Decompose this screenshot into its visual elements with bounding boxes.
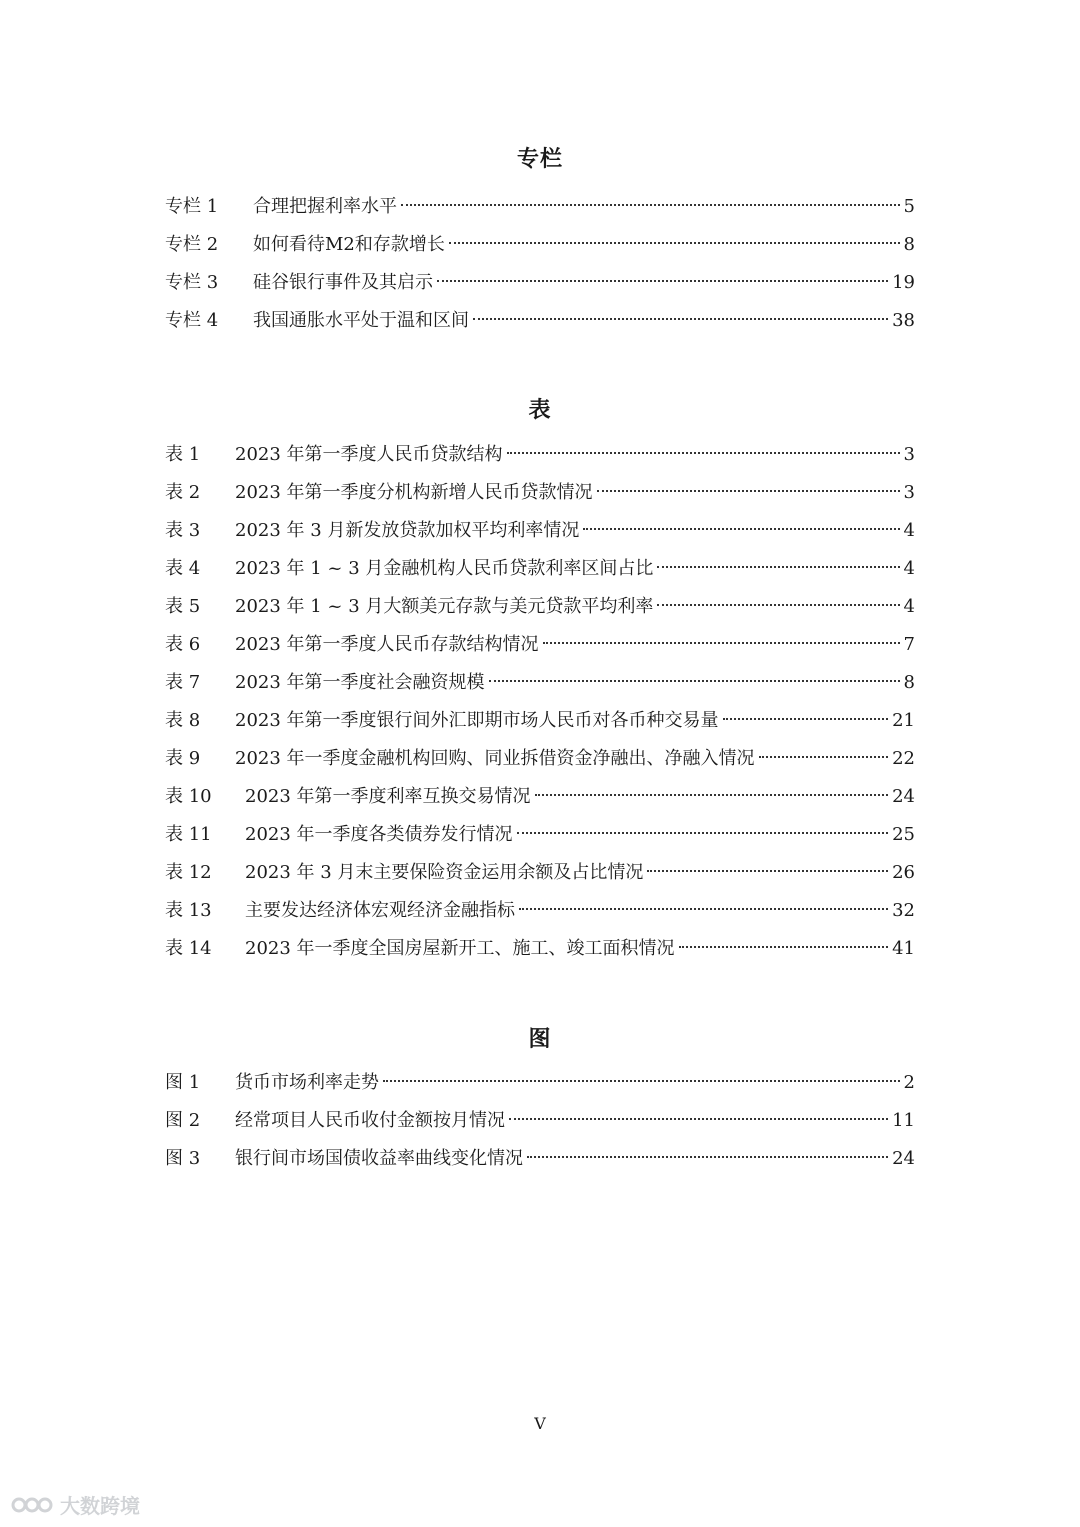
toc-title: 2023 年一季度金融机构回购、同业拆借资金净融出、净融入情况 [235,748,755,769]
toc-page-number: 21 [892,710,915,731]
toc-leader-dots [517,832,889,834]
toc-leader-dots [647,870,888,872]
toc-leader-dots [679,946,889,948]
watermark [10,1490,140,1519]
toc-title: 2023 年第一季度分机构新增人民币贷款情况 [235,482,593,503]
toc-label: 表 13 [165,900,212,921]
toc-title: 2023 年第一季度人民币存款结构情况 [235,634,539,655]
toc-page-number: 5 [903,196,915,217]
toc-entry-table-8[interactable] [165,706,915,736]
toc-leader-dots [543,642,900,644]
toc-title: 2023 年第一季度利率互换交易情况 [245,786,531,807]
toc-label: 表 7 [165,672,201,693]
toc-label: 表 1 [165,444,201,465]
toc-entry-table-7[interactable] [165,668,915,698]
toc-page-number: 24 [892,1148,915,1169]
toc-entry-table-10[interactable] [165,782,915,812]
toc-title: 2023 年一季度全国房屋新开工、施工、竣工面积情况 [245,938,675,959]
toc-leader-dots [535,794,889,796]
toc-entry-table-4[interactable] [165,554,915,584]
toc-title: 2023 年第一季度银行间外汇即期市场人民币对各币种交易量 [235,710,719,731]
toc-label: 表 2 [165,482,201,503]
toc-page-number: 11 [892,1110,915,1131]
toc-page-number: 3 [903,444,915,465]
toc-entry-table-13[interactable] [165,896,915,926]
toc-page-number: 22 [892,748,915,769]
toc-title: 硅谷银行事件及其启示 [253,272,433,293]
toc-page-number: 38 [892,310,915,331]
toc-label: 专栏 1 [165,196,219,217]
toc-page-number: 24 [892,786,915,807]
toc-title: 我国通胀水平处于温和区间 [253,310,469,331]
toc-leader-dots [759,756,889,758]
toc-entry-table-11[interactable] [165,820,915,850]
toc-label: 表 6 [165,634,201,655]
toc-leader-dots [657,566,899,568]
toc-label: 表 11 [165,824,212,845]
toc-title: 2023 年 3 月新发放贷款加权平均利率情况 [235,520,580,541]
toc-entry-table-5[interactable] [165,592,915,622]
section-title-tables: 表 [528,397,552,423]
toc-label: 表 10 [165,786,212,807]
toc-entry-figure-3[interactable] [165,1144,915,1174]
toc-leader-dots [473,318,888,320]
toc-leader-dots [527,1156,888,1158]
toc-leader-dots [507,452,900,454]
toc-leader-dots [449,242,900,244]
toc-page-number: 7 [903,634,915,655]
toc-title: 2023 年 3 月末主要保险资金运用余额及占比情况 [245,862,644,883]
toc-page-number: 32 [892,900,915,921]
toc-entry-figure-1[interactable] [165,1068,915,1098]
section-title-figures: 图 [528,1026,552,1052]
toc-entry-table-9[interactable] [165,744,915,774]
toc-title: 2023 年一季度各类债券发行情况 [245,824,513,845]
toc-title: 如何看待M2和存款增长 [253,234,445,255]
section-title-columns: 专栏 [516,146,563,172]
toc-leader-dots [723,718,889,720]
toc-leader-dots [597,490,900,492]
toc-page-number: 8 [903,672,915,693]
toc-page-number: 19 [892,272,915,293]
toc-title: 主要发达经济体宏观经济金融指标 [245,900,515,921]
toc-entry-column-4[interactable] [165,306,915,336]
toc-label: 表 4 [165,558,201,579]
toc-title: 经常项目人民币收付金额按月情况 [235,1110,505,1131]
toc-label: 表 12 [165,862,212,883]
toc-title: 2023 年第一季度人民币贷款结构 [235,444,503,465]
toc-label: 表 14 [165,938,212,959]
toc-label: 专栏 2 [165,234,219,255]
toc-page-number: 4 [903,596,915,617]
toc-page-number: 2 [903,1072,915,1093]
toc-entry-table-12[interactable] [165,858,915,888]
toc-title: 2023 年 1 ~ 3 月金融机构人民币贷款利率区间占比 [235,558,654,579]
toc-page-number: 8 [903,234,915,255]
toc-title: 合理把握利率水平 [253,196,397,217]
toc-label: 表 8 [165,710,201,731]
toc-entry-column-2[interactable] [165,230,915,260]
toc-label: 图 2 [165,1110,201,1131]
toc-label: 表 5 [165,596,201,617]
toc-entry-table-6[interactable] [165,630,915,660]
toc-entry-table-1[interactable] [165,440,915,470]
watermark-logo-icon [10,1492,54,1518]
toc-page-number: 3 [903,482,915,503]
toc-leader-dots [519,908,888,910]
toc-leader-dots [489,680,900,682]
toc-label: 图 3 [165,1148,201,1169]
toc-entry-table-3[interactable] [165,516,915,546]
toc-page-number: 26 [892,862,915,883]
toc-leader-dots [657,604,899,606]
watermark-text: 大数跨境 [60,1494,140,1518]
toc-page-number: 25 [892,824,915,845]
toc-leader-dots [401,204,900,206]
toc-entry-table-2[interactable] [165,478,915,508]
toc-label: 图 1 [165,1072,201,1093]
toc-page-number: 4 [903,520,915,541]
toc-leader-dots [437,280,888,282]
toc-leader-dots [509,1118,888,1120]
toc-label: 表 3 [165,520,201,541]
toc-entry-column-1[interactable] [165,192,915,222]
page-number: V [534,1414,546,1433]
toc-title: 货币市场利率走势 [235,1072,379,1093]
toc-leader-dots [383,1080,900,1082]
toc-leader-dots [583,528,899,530]
toc-label: 专栏 3 [165,272,219,293]
toc-entry-table-14[interactable] [165,934,915,964]
toc-entry-column-3[interactable] [165,268,915,298]
toc-label: 表 9 [165,748,201,769]
toc-page-number: 4 [903,558,915,579]
toc-page-number: 41 [892,938,915,959]
toc-title: 银行间市场国债收益率曲线变化情况 [235,1148,523,1169]
toc-title: 2023 年 1 ~ 3 月大额美元存款与美元贷款平均利率 [235,596,654,617]
toc-title: 2023 年第一季度社会融资规模 [235,672,485,693]
toc-entry-figure-2[interactable] [165,1106,915,1136]
toc-label: 专栏 4 [165,310,219,331]
